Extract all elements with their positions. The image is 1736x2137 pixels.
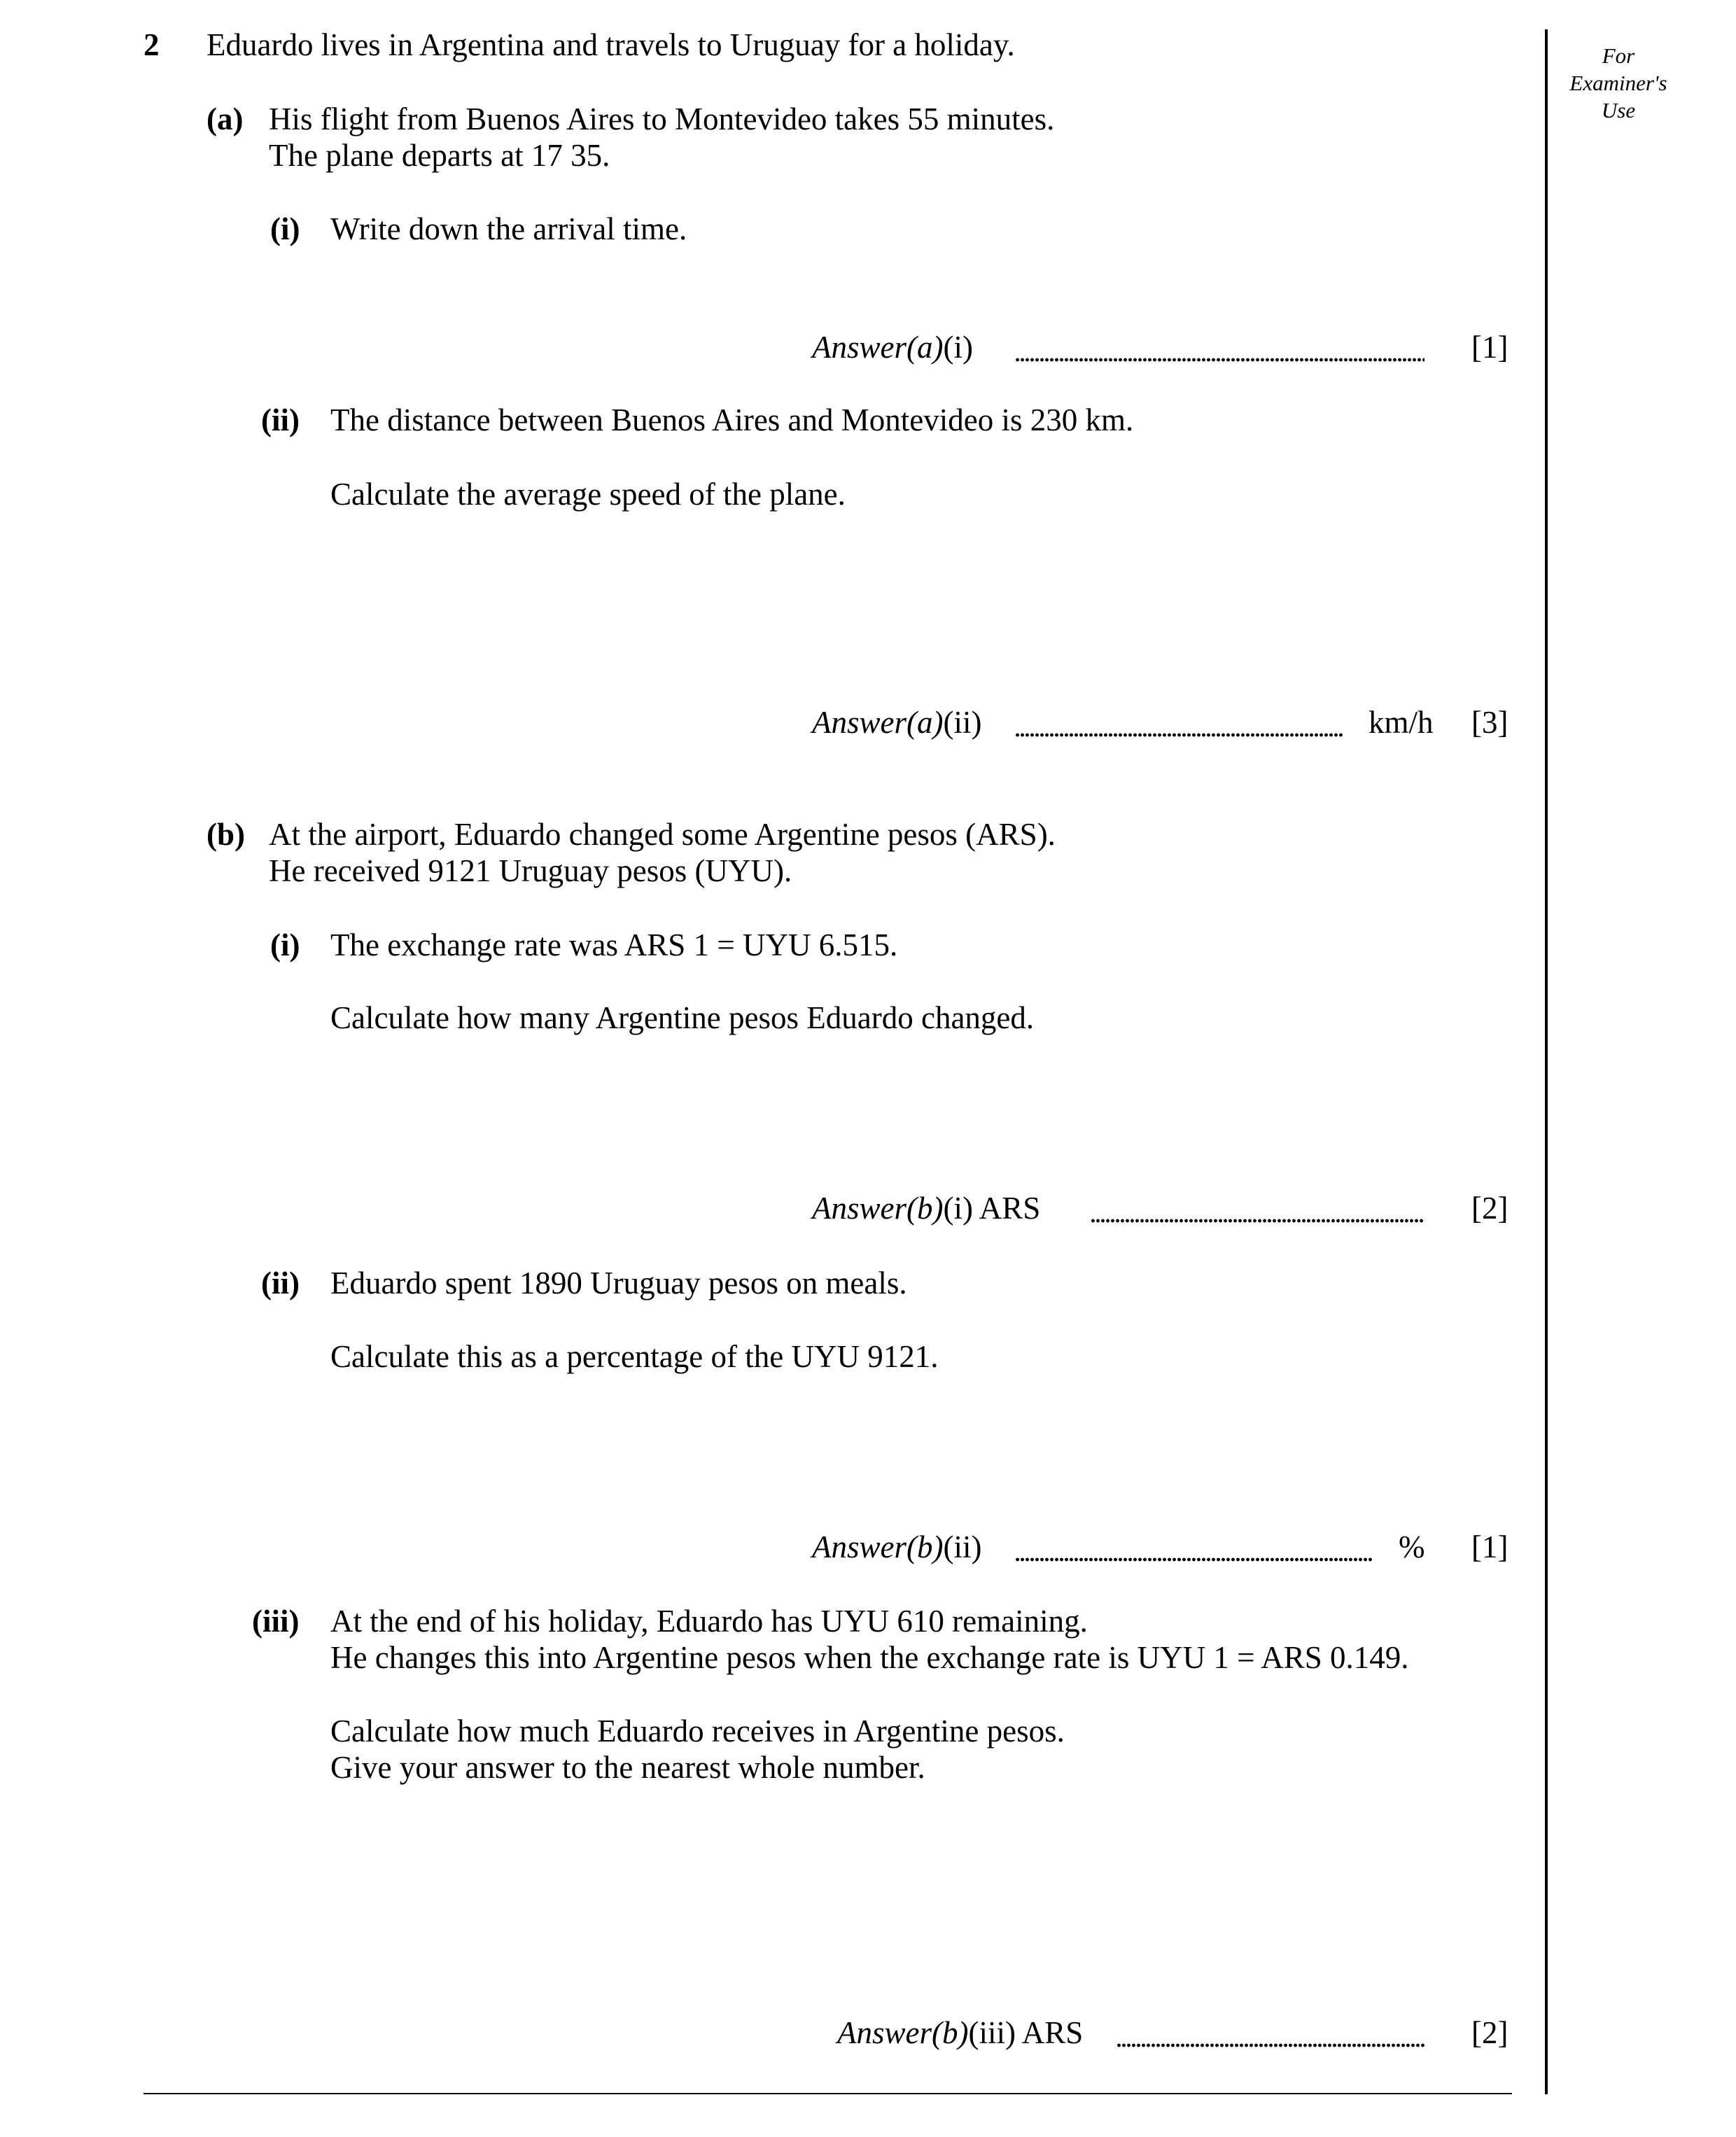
answer-a-ii-prefix — [812, 707, 981, 738]
answer-a-ii-unit: km/h — [1368, 705, 1434, 740]
part-b-iii-text3: Give your answer to the nearest whole number. — [330, 1750, 925, 1785]
examiner-use-label — [1555, 42, 1681, 124]
part-a-line1: His flight from Buenos Aires to Montevideo takes 55 minutes. — [269, 101, 1055, 136]
part-b-iii-text: At the end of his holiday, Eduardo has UYU 610 remaining. — [330, 1604, 1088, 1639]
answer-b-iii-prefix — [837, 2017, 1083, 2049]
answer-b-i-prefix — [812, 1193, 1040, 1224]
answer-a-ii-prefix-roman: (ii) — [943, 705, 982, 740]
answer-a-ii-prefix-italic: Answer(a) — [812, 705, 944, 740]
answer-b-i-prefix-italic: Answer(b) — [812, 1191, 944, 1226]
page-bottom-rule — [144, 2093, 1512, 2094]
answer-a-i-prefix-roman: (i) — [943, 330, 973, 365]
part-b-i-text: The exchange rate was ARS 1 = UYU 6.515. — [330, 927, 898, 962]
part-b-ii-text: Eduardo spent 1890 Uruguay pesos on meals. — [330, 1266, 907, 1301]
part-b-iii-text2: Calculate how much Eduardo receives in Argentine pesos. — [330, 1714, 1065, 1749]
answer-a-i-prefix-italic: Answer(a) — [812, 330, 944, 365]
answer-b-ii-prefix-roman: (ii) — [943, 1529, 982, 1564]
answer-b-ii-unit: % — [1399, 1529, 1425, 1564]
answer-b-i-marks: [2] — [1471, 1191, 1508, 1226]
answer-b-ii-prefix — [812, 1529, 982, 1564]
part-b-iii-text-line2: He changes this into Argentine pesos when the exchange rate is UYU 1 = ARS 0.149. — [330, 1640, 1409, 1675]
answer-b-iii-dotted-line[interactable] — [1116, 2043, 1424, 2047]
answer-b-iii-prefix-roman: (iii) ARS — [968, 2015, 1084, 2050]
answer-b-ii-prefix-italic: Answer(b) — [812, 1529, 944, 1564]
part-a-line2: The plane departs at 17 35. — [269, 138, 610, 173]
part-b-line1: At the airport, Eduardo changed some Argentine pesos (ARS). — [269, 817, 1056, 852]
examiner-margin-line — [1545, 29, 1548, 2094]
examiner-use-line1: For — [1602, 43, 1635, 68]
part-a-i-text: Write down the arrival time. — [330, 211, 687, 246]
part-a-ii-text2: Calculate the average speed of the plane. — [330, 477, 846, 512]
question-stem: Eduardo lives in Argentina and travels to Uruguay for a holiday. — [206, 27, 1015, 62]
part-b-iii-label: (iii) — [252, 1604, 300, 1639]
part-a-ii-label: (ii) — [261, 402, 300, 437]
part-b-line2: He received 9121 Uruguay pesos (UYU). — [269, 853, 792, 888]
part-b-label: (b) — [206, 817, 245, 852]
examiner-use-line3: Use — [1601, 98, 1636, 122]
answer-b-ii-marks: [1] — [1471, 1529, 1508, 1564]
answer-a-i-prefix — [812, 332, 973, 363]
answer-a-ii-dotted-line[interactable] — [1015, 733, 1344, 737]
examiner-use-line2: Examiner's — [1569, 71, 1667, 95]
answer-a-ii-marks: [3] — [1471, 705, 1508, 740]
part-a-i-label: (i) — [270, 211, 300, 246]
part-b-ii-text2: Calculate this as a percentage of the UYU 9121. — [330, 1339, 939, 1374]
answer-a-i-dotted-line[interactable] — [1015, 358, 1424, 362]
answer-b-iii-prefix-italic: Answer(b) — [837, 2015, 969, 2050]
answer-b-i-prefix-roman: (i) ARS — [943, 1191, 1041, 1226]
answer-a-i-marks: [1] — [1471, 330, 1508, 365]
question-number: 2 — [144, 27, 160, 62]
part-a-ii-text: The distance between Buenos Aires and Montevideo is 230 km. — [330, 402, 1134, 437]
answer-b-ii-dotted-line[interactable] — [1015, 1557, 1372, 1562]
answer-b-iii-marks: [2] — [1471, 2015, 1508, 2050]
part-b-i-label: (i) — [270, 927, 300, 962]
part-a-label: (a) — [206, 101, 244, 136]
part-b-i-text2: Calculate how many Argentine pesos Eduardo changed. — [330, 1000, 1035, 1035]
answer-b-i-dotted-line[interactable] — [1091, 1219, 1424, 1223]
part-b-ii-label: (ii) — [261, 1266, 300, 1301]
